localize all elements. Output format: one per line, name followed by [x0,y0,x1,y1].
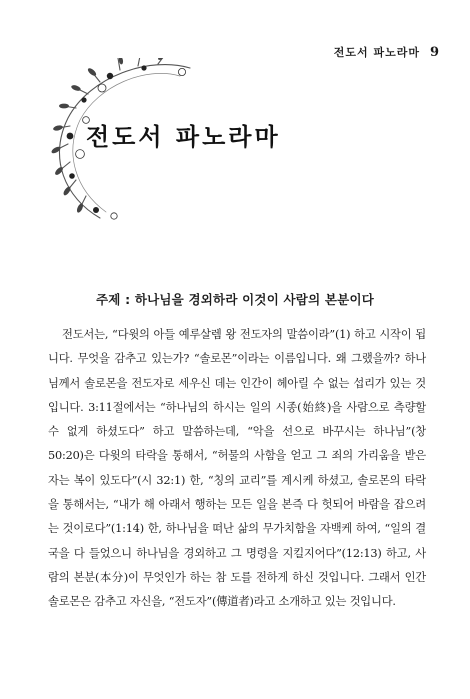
page-number: 9 [429,45,440,60]
running-title: 전도서 파노라마 [333,46,420,59]
body-paragraph: 전도서는, “다윗의 아들 예루살렘 왕 전도자의 말씀이라”(1) 하고 시작이 됩니다. 무엇을 감추고 있는가? “솔로몬”이라는 이름입니다. 왜 그랬을까? 하나님께서 솔로몬을 전도자로 세우신 데는 인간이 헤아릴 수 없는 섭리가 있는 것입니다. 3:11절에서는 “하나님의 하시는 일의 시종(始終)을 사람으로 측량할 수 없게 하셨도다” 하고 말씀하는데, “악을 선으로 바꾸시는 하나님”(창 50:20)은 다윗의 타락을 통해서, “허물의 사함을 얻고 그 죄의 가리움을 받은 자는 복이 있도다”(시 32:1) 한, “칭의 교리”를 계시케 하셨고, 솔로몬의 타락을 통해서는, “내가 해 아래서 행하는 모든 일을 본즉 다 헛되어 바람을 잡으려는 것이로다”(1:14) 한, 하나님을 떠난 삶의 무가치함을 자백케 하여, “일의 결국을 다 들었으니 하나님을 경외하고 그 명령을 지킬지어다”(12:13) 하고, 사람의 본분(本分)이 무엇인가 하는 참 도를 전하게 하신 것입니다. 그래서 인간 솔로몬은 감추고 자신을, “전도자”(傳道者)라고 소개하고 있는 것입니다. [48,328,426,609]
body-text [48,323,426,615]
chapter-title: 전도서 파노라마 [86,123,281,151]
section-subtitle: 주제 : 하나님을 경외하라 이것이 사람의 본분이다 [95,292,374,307]
running-head [334,44,440,60]
